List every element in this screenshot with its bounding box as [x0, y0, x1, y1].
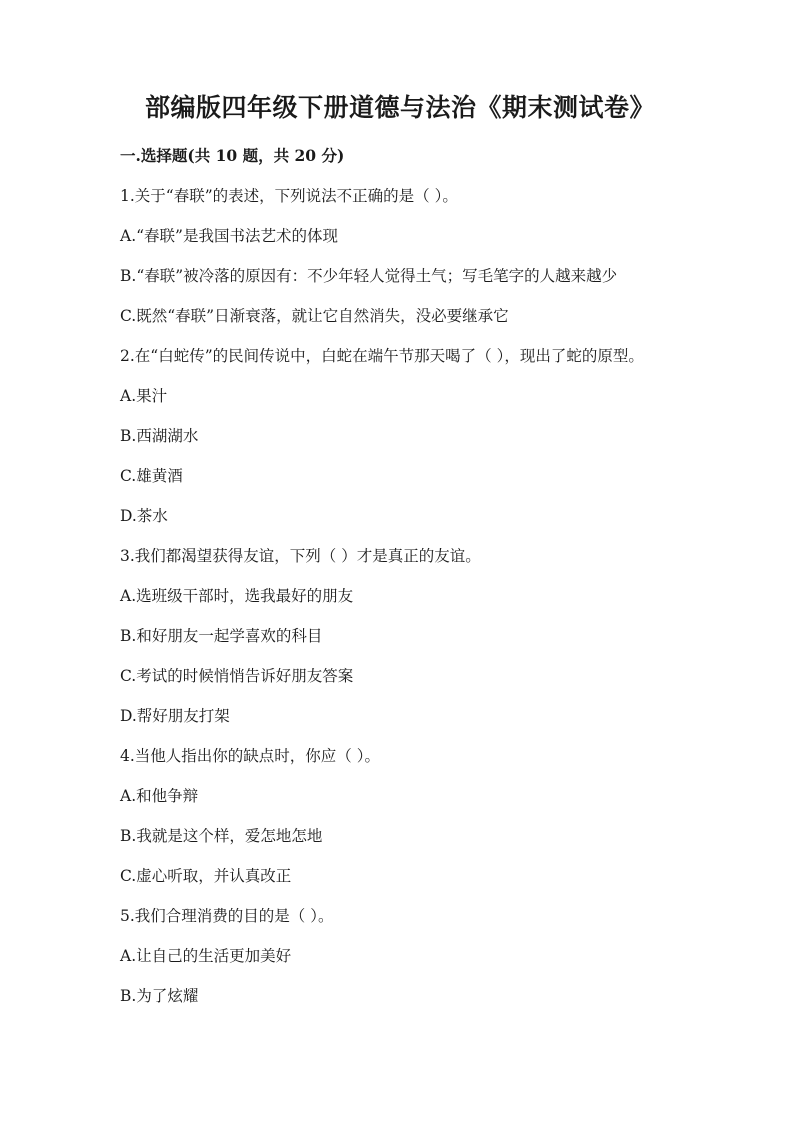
option-a: A.选班级干部时，选我最好的朋友 [120, 587, 354, 605]
question-4 [120, 746, 700, 906]
exam-content [120, 146, 700, 1026]
section-heading: 一.选择题(共 10 题，共 20 分) [120, 146, 345, 165]
option-a: A.让自己的生活更加美好 [120, 947, 292, 965]
option-b: B.我就是这个样，爱怎地怎地 [120, 827, 323, 845]
question-5 [120, 906, 700, 1026]
option-c: C.既然“春联”日渐衰落，就让它自然消失，没必要继承它 [120, 307, 509, 325]
question-1 [120, 186, 700, 346]
question-3 [120, 546, 700, 746]
page-title: 部编版四年级下册道德与法治《期末测试卷》 [144, 93, 655, 122]
question-text: 1.关于“春联”的表述，下列说法不正确的是（ ）。 [120, 187, 458, 205]
option-c: C.雄黄酒 [120, 467, 183, 485]
option-c: C.虚心听取，并认真改正 [120, 867, 292, 885]
question-text: 2.在“白蛇传”的民间传说中，白蛇在端午节那天喝了（ ），现出了蛇的原型。 [120, 347, 644, 365]
question-text: 3.我们都渴望获得友谊，下列（ ）才是真正的友谊。 [120, 547, 481, 565]
option-b: B.为了炫耀 [120, 987, 199, 1005]
option-d: D.茶水 [120, 507, 168, 525]
option-b: B.西湖湖水 [120, 427, 199, 445]
question-text: 5.我们合理消费的目的是（ ）。 [120, 907, 334, 925]
option-a: A.“春联”是我国书法艺术的体现 [120, 227, 338, 245]
option-c: C.考试的时候悄悄告诉好朋友答案 [120, 667, 354, 685]
option-a: A.果汁 [120, 387, 168, 405]
question-2 [120, 346, 700, 546]
option-b: B.“春联”被冷落的原因有：不少年轻人觉得土气；写毛笔字的人越来越少 [120, 267, 618, 285]
option-a: A.和他争辩 [120, 787, 199, 805]
option-b: B.和好朋友一起学喜欢的科目 [120, 627, 323, 645]
question-text: 4.当他人指出你的缺点时，你应（ ）。 [120, 747, 380, 765]
option-d: D.帮好朋友打架 [120, 707, 230, 725]
